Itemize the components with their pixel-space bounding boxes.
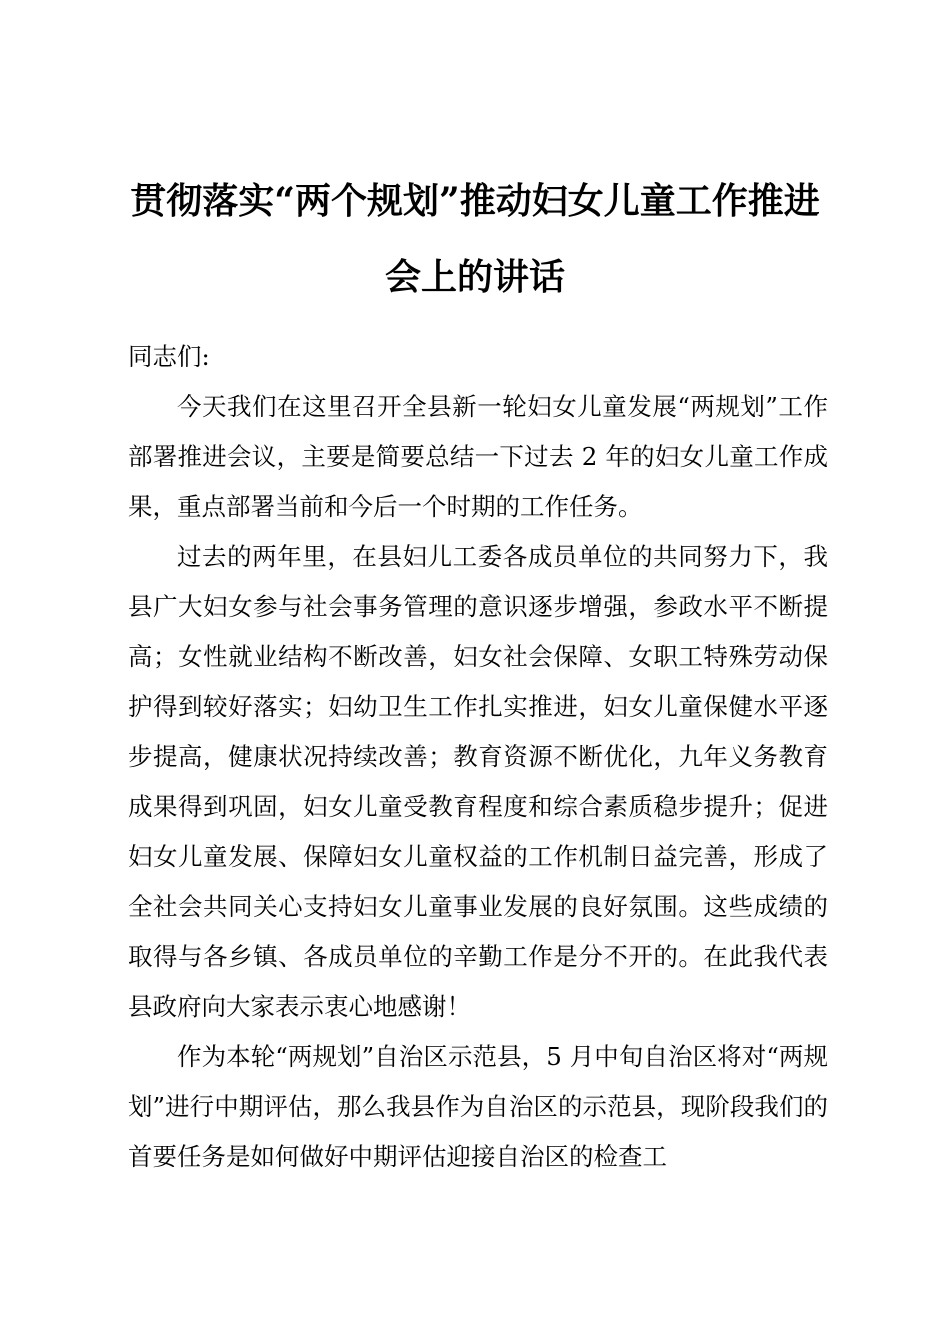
paragraph-3: 作为本轮“两规划”自治区示范县，5 月中旬自治区将对“两规划”进行中期评估，那么我县作为自治区的示范县，现阶段我们的首要任务是如何做好中期评估迎接自治区的检查工: [128, 1042, 828, 1171]
paragraph-2: 过去的两年里，在县妇儿工委各成员单位的共同努力下，我县广大妇女参与社会事务管理的意识逐步增强，参政水平不断提高；女性就业结构不断改善，妇女社会保障、女职工特殊劳动保护得到较好落实；妇幼卫生工作扎实推进，妇女儿童保健水平逐步提高，健康状况持续改善；教育资源不断优化，九年义务教育成果得到巩固，妇女儿童受教育程度和综合素质稳步提升；促进妇女儿童发展、保障妇女儿童权益的工作机制日益完善，形成了全社会共同关心支持妇女儿童事业发展的良好氛围。这些成绩的取得与各乡镇、各成员单位的辛勤工作是分不开的。在此我代表县政府向大家表示衷心地感谢！: [128, 542, 828, 1021]
document-title-line-1: 贯彻落实“两个规划”推动妇女儿童工作推进: [130, 180, 820, 222]
paragraph-1: 今天我们在这里召开全县新一轮妇女儿童发展“两规划”工作部署推进会议，主要是简要总结一下过去 2 年的妇女儿童工作成果，重点部署当前和今后一个时期的工作任务。: [128, 392, 828, 521]
document-title-line-2: 会上的讲话: [384, 256, 565, 298]
salutation: 同志们:: [128, 342, 210, 371]
